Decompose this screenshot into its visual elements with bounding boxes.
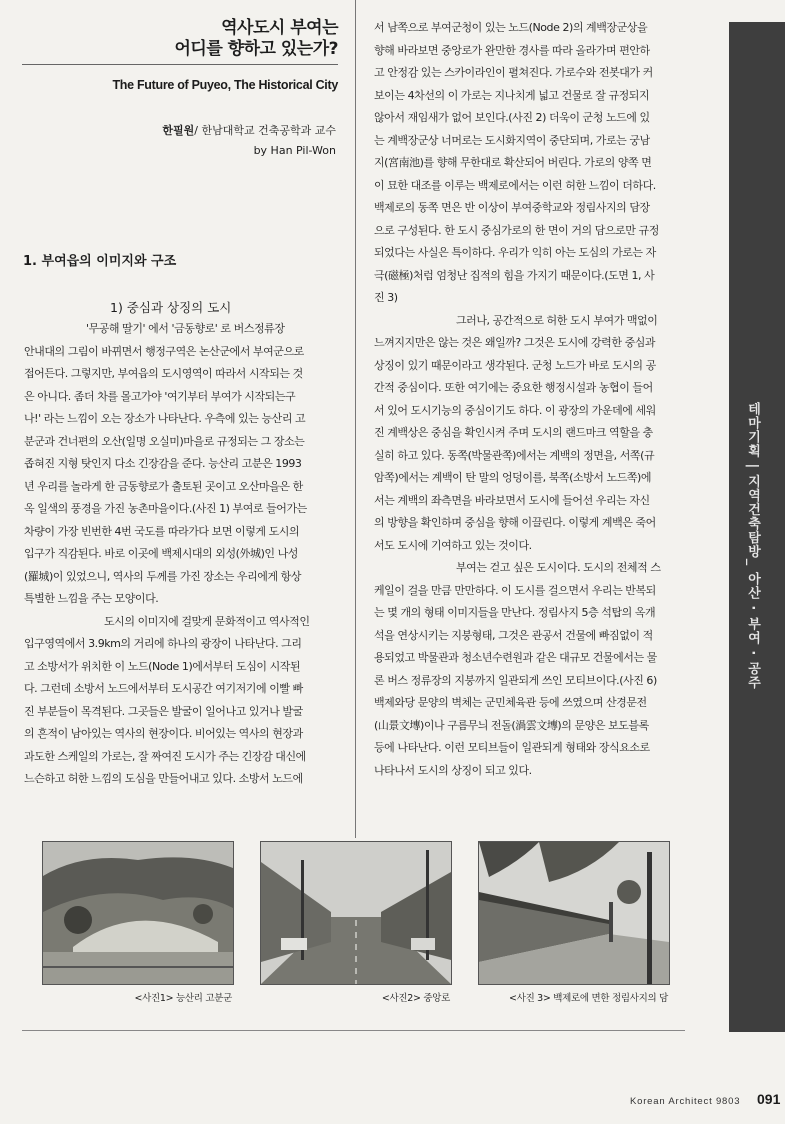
text-line: 이 묘한 대조를 이루는 백제로에서는 이런 허한 느낌이 더하다.	[374, 178, 656, 192]
text-line: 의 흔적이 남아있는 역사의 현장이다. 비어있는 역사의 현장과	[24, 727, 303, 740]
text-line: 않아서 재임새가 없어 보인다.(사진 2) 더욱이 군청 노드에 있	[374, 111, 650, 124]
text-line: 보이는 4차선의 이 가로는 지나치게 넓고 건물로 잘 규정되지	[374, 88, 650, 102]
text-line: 안내대의 그림이 바뀌면서 행정구역은 논산군에서 부여군으로	[24, 344, 304, 358]
text-line: 백제로의 동쪽 면은 반 이상이 부여중학교와 정림사지의 담장	[374, 201, 650, 214]
author-name: 한필원	[162, 124, 195, 137]
text-line: 서도 도시에 기여하고 있는 것이다.	[374, 538, 532, 552]
text-line: 입구가 직감된다. 바로 이곳에 백제시대의 외성(外城)인 나성	[24, 547, 298, 560]
text-line: 실히 하고 있다. 동쪽(박물관쪽)에서는 계백의 정면을, 서쪽(규	[374, 448, 655, 462]
text-line: 진 계백상은 중심을 확인시켜 주며 도시의 랜드마크 역할을 충	[374, 426, 653, 439]
text-line: 향해 바라보면 중앙로가 완만한 경사를 따라 올라가며 편안하	[374, 43, 650, 57]
bottom-divider	[22, 1030, 685, 1031]
text-line: 년 우리를 놀라게 한 금동향로가 출토된 곳이고 오산마을은 한	[24, 479, 303, 493]
page-number: 091	[757, 1091, 781, 1107]
wall-street-photo	[478, 841, 670, 985]
text-line: 느껴지지만은 않는 것은 왜일까? 그것은 도시에 강력한 중심과	[374, 336, 656, 349]
text-line: 느슨하고 허한 느낌의 도심을 만들어내고 있다. 소방서 노드에	[24, 772, 303, 785]
text-line: 서 남쪽으로 부여군청이 있는 노드(Node 2)의 계백장군상을	[374, 21, 648, 34]
english-subtitle: The Future of Puyeo, The Historical City	[112, 78, 338, 92]
photo-1-image	[43, 842, 233, 984]
text-line: 다. 그런데 소방서 노드에서부터 도시공간 여기저기에 이빨 빠	[24, 682, 303, 695]
text-line: 지(宮南池)를 향해 무한대로 확산되어 버린다. 가로의 양쪽 면	[374, 156, 652, 169]
text-line: 특별한 느낌을 주는 모양이다.	[24, 592, 159, 605]
article-title	[20, 18, 338, 60]
photo-2-caption: <사진2> 중앙로	[381, 993, 450, 1004]
photo-2-image	[261, 842, 451, 984]
title-divider	[22, 64, 338, 65]
text-line: 과도한 스케일의 가로는, 잘 짜여진 도시가 주는 긴장감 대신에	[24, 749, 306, 763]
text-line: 간적 중심이다. 또한 여기에는 중요한 행정시설과 농협이 들어	[374, 381, 653, 394]
text-line: 고 안정감 있는 스카이라인이 펼쳐진다. 가로수와 전봇대가 커	[374, 66, 653, 79]
title-line-1: 역사도시 부여는	[221, 18, 338, 38]
text-line: 등에 나타난다. 이런 모티브들이 일관되게 형태와 장식요소로	[374, 741, 650, 754]
left-column-text	[24, 318, 342, 791]
text-line: 용되었고 박물관과 청소년수련원과 같은 대규모 건물에서는 물	[374, 651, 657, 664]
text-line: 론 버스 정류장의 지붕까지 일관되게 쓰인 모티브이다.(사진 6)	[374, 673, 657, 687]
text-line: 진 부분들이 목격된다. 그곳들은 발굴이 일어나고 있거나 발굴	[24, 704, 303, 718]
section-side-tab	[729, 22, 785, 1032]
text-line: 그러나, 공간적으로 허한 도시 부여가 맥없이	[456, 313, 658, 327]
text-line: 백제와당 문양의 벽체는 군민체육관 등에 쓰였으며 산경문전	[374, 696, 647, 709]
text-line: 극(磁極)처럼 엄청난 집적의 힘을 가지기 때문이다.(도면 1, 사	[374, 268, 655, 282]
author-line	[22, 122, 336, 138]
title-line-2: 어디를 향하고 있는가?	[174, 39, 338, 59]
text-line: '무공해 딸기' 에서 '금동향로' 로 버스정류장	[86, 322, 285, 335]
text-line: 석을 연상시키는 지붕형태, 그것은 관공서 건물에 빠짐없이 적	[374, 628, 653, 642]
text-line: 의 방향을 확인하며 중심을 향해 이끌린다. 이렇게 계백은 죽어	[374, 516, 656, 529]
right-column-text	[374, 17, 692, 782]
subsection-heading: 1) 중심과 상징의 도시	[110, 300, 232, 315]
photo-3-caption: <사진 3> 백제로에 면한 정림사지의 담	[509, 993, 668, 1004]
column-divider	[355, 0, 356, 838]
text-line: 되었다는 사실은 특이하다. 우리가 익히 아는 도심의 가로는 자	[374, 246, 656, 259]
text-line: 분군과 건너편의 오산(일명 오실미)마을로 규정되는 그 장소는	[24, 434, 305, 448]
author-affiliation: / 한남대학교 건축공학과 교수	[194, 124, 336, 137]
landscape-hill-photo	[42, 841, 234, 985]
text-line: 케일이 걸을 만큼 만만하다. 이 도시를 걸으면서 우리는 반복되	[374, 583, 656, 597]
publication-footer: Korean Architect 9803	[630, 1096, 741, 1107]
text-line: 도시의 이미지에 걸맞게 문화적이고 역사적인	[104, 614, 310, 628]
text-line: 입구영역에서 3.9km의 거리에 하나의 광장이 나타난다. 그리	[24, 637, 302, 650]
text-line: 좁혀진 지형 탓인지 다소 긴장감을 준다. 능산리 고분은 1993	[24, 457, 302, 470]
text-line: 은 아니다. 좀더 차를 몰고가야 '여기부터 부여가 시작되는구	[24, 389, 296, 403]
side-tab-label: 테마기획 | 지역건축탐방_ 아산 · 부여 · 공주	[745, 402, 760, 690]
text-line: 암쪽)에서는 계백이 탄 말의 엉덩이를, 북쪽(소방서 노드쪽)에	[374, 471, 652, 484]
photo-3-image	[479, 842, 669, 984]
text-line: 접어든다. 그렇지만, 부여읍의 도시영역이 따라서 시작되는 것	[24, 367, 303, 380]
text-line: 나!' 라는 느낌이 오는 장소가 나타난다. 우측에 있는 능산리 고	[24, 412, 306, 425]
text-line: 고 소방서가 위치한 이 노드(Node 1)에서부터 도심이 시작된	[24, 659, 301, 673]
section-heading: 1. 부여읍의 이미지와 구조	[23, 254, 177, 269]
text-line: (山景文塼)이나 구름무늬 전돌(渦雲文塼)의 문양은 보도블록	[374, 718, 649, 732]
street-photo	[260, 841, 452, 985]
text-line: 는 계백장군상 너머로는 도시화지역이 중단되며, 가로는 궁남	[374, 133, 650, 147]
text-line: 진 3)	[374, 291, 398, 304]
text-line: 부여는 걷고 싶은 도시이다. 도시의 전체적 스	[456, 561, 661, 574]
text-line: 으로 구성된다. 한 도시 중심가로의 한 면이 거의 담으로만 규정	[374, 223, 659, 237]
photo-1-caption: <사진1> 능산리 고분군	[134, 993, 232, 1004]
text-line: 는 몇 개의 형태 이미지들을 만난다. 정림사지 5층 석탑의 옥개	[374, 606, 656, 619]
text-line: 옥 일색의 풍경을 가진 농촌마을이다.(사진 1) 부여로 들어가는	[24, 502, 307, 515]
text-line: 차량이 가장 빈번한 4번 국도를 따라가다 보면 이렇게 도시의	[24, 524, 300, 538]
text-line: 나타나서 도시의 상징이 되고 있다.	[374, 763, 532, 777]
text-line: 서는 계백의 좌측면을 바라보면서 도시에 들어선 우리는 자신	[374, 493, 650, 507]
text-line: (羅城)이 있었으니, 역사의 두께를 가진 장소는 우리에게 항상	[24, 569, 302, 583]
text-line: 서 있어 도시기능의 중심이기도 하다. 이 광장의 가운데에 세워	[374, 403, 656, 417]
author-english: by Han Pil-Won	[253, 144, 336, 157]
text-line: 상징이 있기 때문이라고 생각된다. 군청 노드가 바로 도시의 공	[374, 358, 656, 372]
